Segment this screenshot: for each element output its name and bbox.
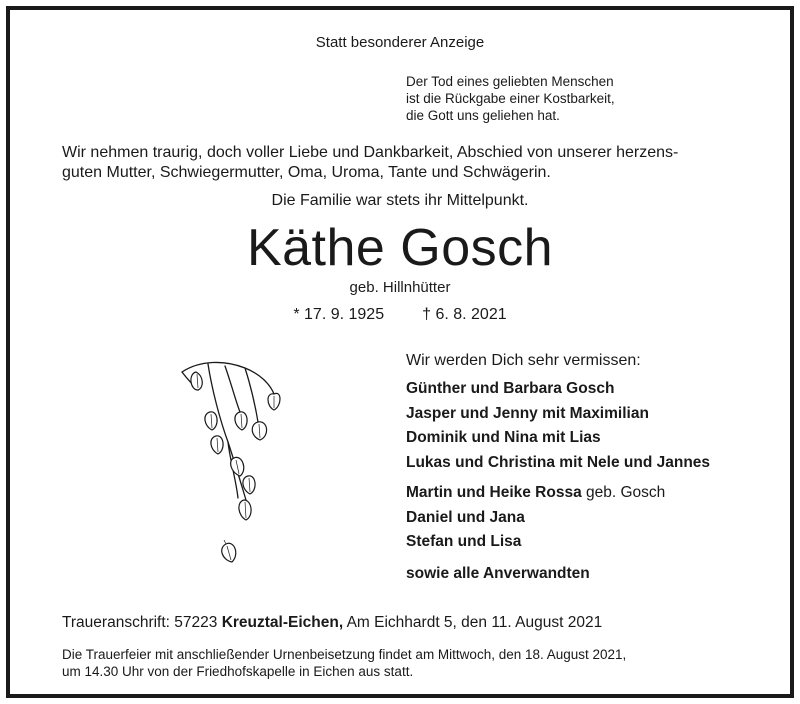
intro-line: guten Mutter, Schwiegermutter, Oma, Uroma, Tante und Schwägerin. xyxy=(62,164,551,181)
funeral-line: Die Trauerfeier mit anschließender Urnenbeisetzung findet am Mittwoch, den 18. August 2021, xyxy=(62,647,627,662)
mourner-name: Daniel und Jana xyxy=(406,508,525,526)
obituary-frame xyxy=(6,6,794,698)
quote-line: die Gott uns geliehen hat. xyxy=(406,108,560,123)
intro-line: Wir nehmen traurig, doch voller Liebe und Dankbarkeit, Abschied von unserer herzens- xyxy=(62,144,679,161)
mourner-row xyxy=(406,481,710,506)
relatives-line: sowie alle Anverwandten xyxy=(406,565,590,582)
family-line: Die Familie war stets ihr Mittelpunkt. xyxy=(271,192,529,209)
death-date: † 6. 8. 2021 xyxy=(422,306,507,323)
funeral-line: um 14.30 Uhr von der Friedhofskapelle in Eichen aus statt. xyxy=(62,664,414,679)
mourner-row xyxy=(406,530,710,555)
deceased-name: Käthe Gosch xyxy=(246,219,554,277)
address-prefix: Traueranschrift: 57223 xyxy=(62,614,222,631)
funeral-info xyxy=(62,646,626,680)
mourner-name: Jasper und Jenny mit Maximilian xyxy=(406,404,649,422)
address-rest: Am Eichhardt 5, den 11. August 2021 xyxy=(343,614,603,631)
life-dates xyxy=(10,306,790,324)
quote-line: ist die Rückgabe einer Kostbarkeit, xyxy=(406,91,615,106)
intro-text xyxy=(62,143,678,183)
mourner-name: Martin und Heike Rossa xyxy=(406,484,582,501)
mourner-suffix: geb. Gosch xyxy=(581,484,666,501)
mourning-address xyxy=(62,614,602,632)
birth-date: * 17. 9. 1925 xyxy=(293,306,385,323)
mourners-list xyxy=(406,377,710,555)
mourner-name: Dominik und Nina mit Lias xyxy=(406,429,601,446)
birch-branch-icon xyxy=(170,350,300,590)
mourner-row xyxy=(406,426,710,451)
mourner-row xyxy=(406,506,710,531)
header-line: Statt besonderer Anzeige xyxy=(315,34,485,51)
maiden-name: geb. Hillnhütter xyxy=(349,279,451,296)
mourner-name: Stefan und Lisa xyxy=(406,533,522,550)
mourner-name: Günther und Barbara Gosch xyxy=(406,380,615,397)
mourner-name: Lukas und Christina mit Nele und Jannes xyxy=(406,453,711,471)
address-place: Kreuztal-Eichen, xyxy=(221,614,344,631)
mourner-row xyxy=(406,377,710,402)
mourner-row xyxy=(406,451,710,476)
quote-line: Der Tod eines geliebten Menschen xyxy=(406,74,614,89)
miss-line: Wir werden Dich sehr vermissen: xyxy=(406,352,641,369)
quote-block xyxy=(406,73,615,124)
mourner-row xyxy=(406,402,710,427)
